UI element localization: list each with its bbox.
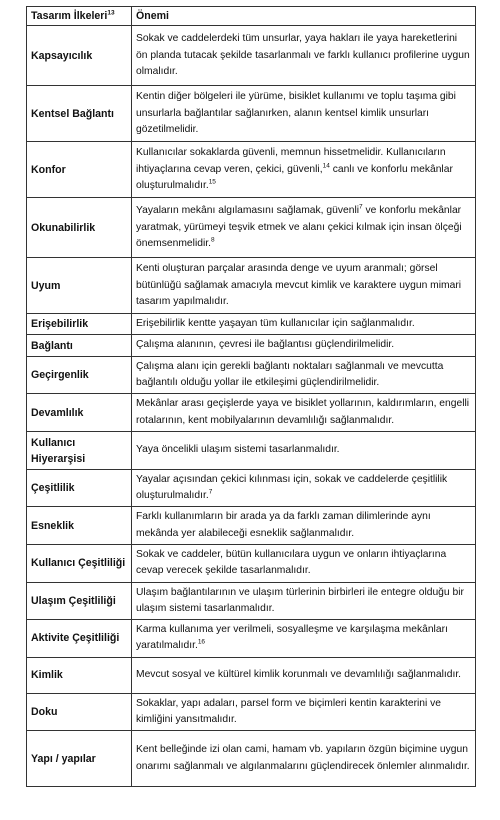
importance-text: canlı ve konforlu mekânlar oluşturulmalıdır. (136, 163, 453, 191)
importance-text: Kent belleğinde izi olan cami, hamam vb. yapıların özgün biçimine uygun onarımı sağlanmalı ve algılanmalarını güçlendirecek önlemler alınmalıdır. (136, 744, 470, 772)
importance-cell (132, 86, 476, 142)
principle-cell: Konfor (27, 142, 132, 198)
table-row (27, 335, 476, 356)
importance-cell (132, 356, 476, 393)
principle-cell: Kullanıcı Hiyerarşisi (27, 432, 132, 470)
importance-cell (132, 507, 476, 544)
footnote-ref: 8 (210, 236, 215, 244)
principle-cell: Kimlik (27, 657, 132, 693)
importance-text: Karma kullanıma yer verilmeli, sosyalleşme ve karşılaşma mekânları yaratılmalıdır. (136, 624, 448, 652)
table-row (27, 507, 476, 544)
importance-text: Kullanıcılar sokaklarda güvenli, memnun hissetmelidir. Kullanıcıların ihtiyaçlarına cevap veren, çekici, güvenli, (136, 147, 446, 175)
table-row (27, 86, 476, 142)
importance-cell (132, 693, 476, 730)
principle-cell: Uyum (27, 258, 132, 314)
table-row (27, 693, 476, 730)
table-row (27, 657, 476, 693)
principle-cell: Kullanıcı Çeşitliliği (27, 544, 132, 582)
importance-text: Mekânlar arası geçişlerde yaya ve bisiklet yollarının, kaldırımların, engelli rotalarının, kent mobilyalarının devamlılığı sağlanmalıdır. (136, 398, 470, 426)
importance-text: Sokaklar, yapı adaları, parsel form ve biçimleri kentin karakterini ve kimliğini yansıtmalıdır. (136, 697, 442, 725)
header-importance: Önemi (132, 7, 476, 26)
importance-text: Kenti oluşturan parçalar arasında denge ve uyum aranmalı; görsel bütünlüğü sağlamak amacıyla mevcut kimlik ve karaktere uygun mimari tasarım yapılmalıdır. (136, 263, 462, 307)
importance-text: Çalışma alanı için gerekli bağlantı noktaları sağlanmalı ve mevcutta bağlantılı olduğu yollar ile etkileşimi güçlendirilmelidir. (136, 360, 444, 388)
table-row (27, 258, 476, 314)
importance-text: Yaya öncelikli ulaşım sistemi tasarlanmalıdır. (136, 444, 340, 456)
principle-cell: Esneklik (27, 507, 132, 544)
importance-text: Mevcut sosyal ve kültürel kimlik korunmalı ve devamlılığı sağlanmalıdır. (136, 669, 462, 681)
importance-text: Yayaların mekânı algılamasını sağlamak, güvenli (136, 205, 360, 217)
header-principles-label: Tasarım İlkeleri (31, 10, 108, 22)
importance-text: ve konforlu mekânlar yaratmak, yürümeyi teşvik etmek ve alanı çekici kılmak için insan ölçeği önemsenmelidir. (136, 205, 462, 249)
table-row (27, 432, 476, 470)
footnote-ref: 14 (322, 162, 330, 170)
header-principles (27, 7, 132, 26)
principle-cell: Çeşitlilik (27, 470, 132, 507)
importance-text: Erişebilirlik kentte yaşayan tüm kullanıcılar için sağlanmalıdır. (136, 318, 415, 330)
principle-cell: Geçirgenlik (27, 356, 132, 393)
table-row (27, 142, 476, 198)
principle-cell: Okunabilirlik (27, 198, 132, 258)
table-row (27, 582, 476, 619)
importance-cell (132, 258, 476, 314)
table-row (27, 544, 476, 582)
importance-text: Ulaşım bağlantılarının ve ulaşım türlerinin birbirleri ile entegre olduğu bir ulaşım sistemi tasarlanmalıdır. (136, 586, 464, 615)
table-row (27, 620, 476, 657)
importance-text: Farklı kullanımların bir arada ya da farklı zaman dilimlerinde aynı mekânda yer alabileceği esneklik sağlanmalıdır. (136, 511, 431, 539)
importance-text: Çalışma alanının, çevresi ile bağlantısı güçlendirilmelidir. (136, 339, 395, 351)
design-principles-table (26, 6, 476, 787)
principle-cell: Kapsayıcılık (27, 26, 132, 86)
importance-cell (132, 394, 476, 432)
table-row (27, 198, 476, 258)
importance-cell (132, 432, 476, 470)
footnote-ref: 15 (208, 178, 216, 186)
table-row (27, 26, 476, 86)
footnote-ref: 16 (197, 639, 206, 647)
importance-text: Sokak ve caddelerdeki tüm unsurlar, yaya hakları ile yaya hareketlerini ön planda tutacak şekilde tasarlanmalı ve farklı kullanıcı profilerine uygun olmalıdır. (136, 33, 470, 77)
footnote-ref: 7 (359, 203, 363, 211)
principle-cell: Aktivite Çeşitliliği (27, 620, 132, 657)
importance-cell (132, 314, 476, 335)
importance-cell (132, 544, 476, 582)
principle-cell: Erişebilirlik (27, 314, 132, 335)
table-header-row (27, 7, 476, 26)
table-row (27, 356, 476, 393)
importance-cell (132, 335, 476, 356)
principle-cell: Devamlılık (27, 394, 132, 432)
table-row (27, 470, 476, 507)
principle-cell: Bağlantı (27, 335, 132, 356)
importance-cell (132, 731, 476, 787)
principle-cell: Doku (27, 693, 132, 730)
importance-cell (132, 582, 476, 619)
principle-cell: Kentsel Bağlantı (27, 86, 132, 142)
importance-cell (132, 620, 476, 657)
importance-cell (132, 657, 476, 693)
importance-cell (132, 470, 476, 507)
principle-cell: Ulaşım Çeşitliliği (27, 582, 132, 619)
importance-cell (132, 26, 476, 86)
importance-cell (132, 142, 476, 198)
footnote-ref: 7 (208, 488, 213, 496)
footnote-ref: 13 (107, 9, 115, 17)
table-row (27, 394, 476, 432)
importance-text: Sokak ve caddeler, bütün kullanıcılara uygun ve onların ihtiyaçlarına cevap verecek şekilde tasarlanmalıdır. (136, 549, 447, 577)
importance-text: Yayalar açısından çekici kılınması için, sokak ve caddelerde çeşitlilik oluşturulmalıdır. (136, 474, 448, 502)
importance-text: Kentin diğer bölgeleri ile yürüme, bisiklet kullanımı ve toplu taşıma gibi unsurlarla bağlantılar sağlanırken, alanın kentsel kimlik unsurları gözetilmelidir. (136, 91, 456, 135)
principle-cell: Yapı / yapılar (27, 731, 132, 787)
table-row (27, 314, 476, 335)
importance-cell (132, 198, 476, 258)
table-row (27, 731, 476, 787)
